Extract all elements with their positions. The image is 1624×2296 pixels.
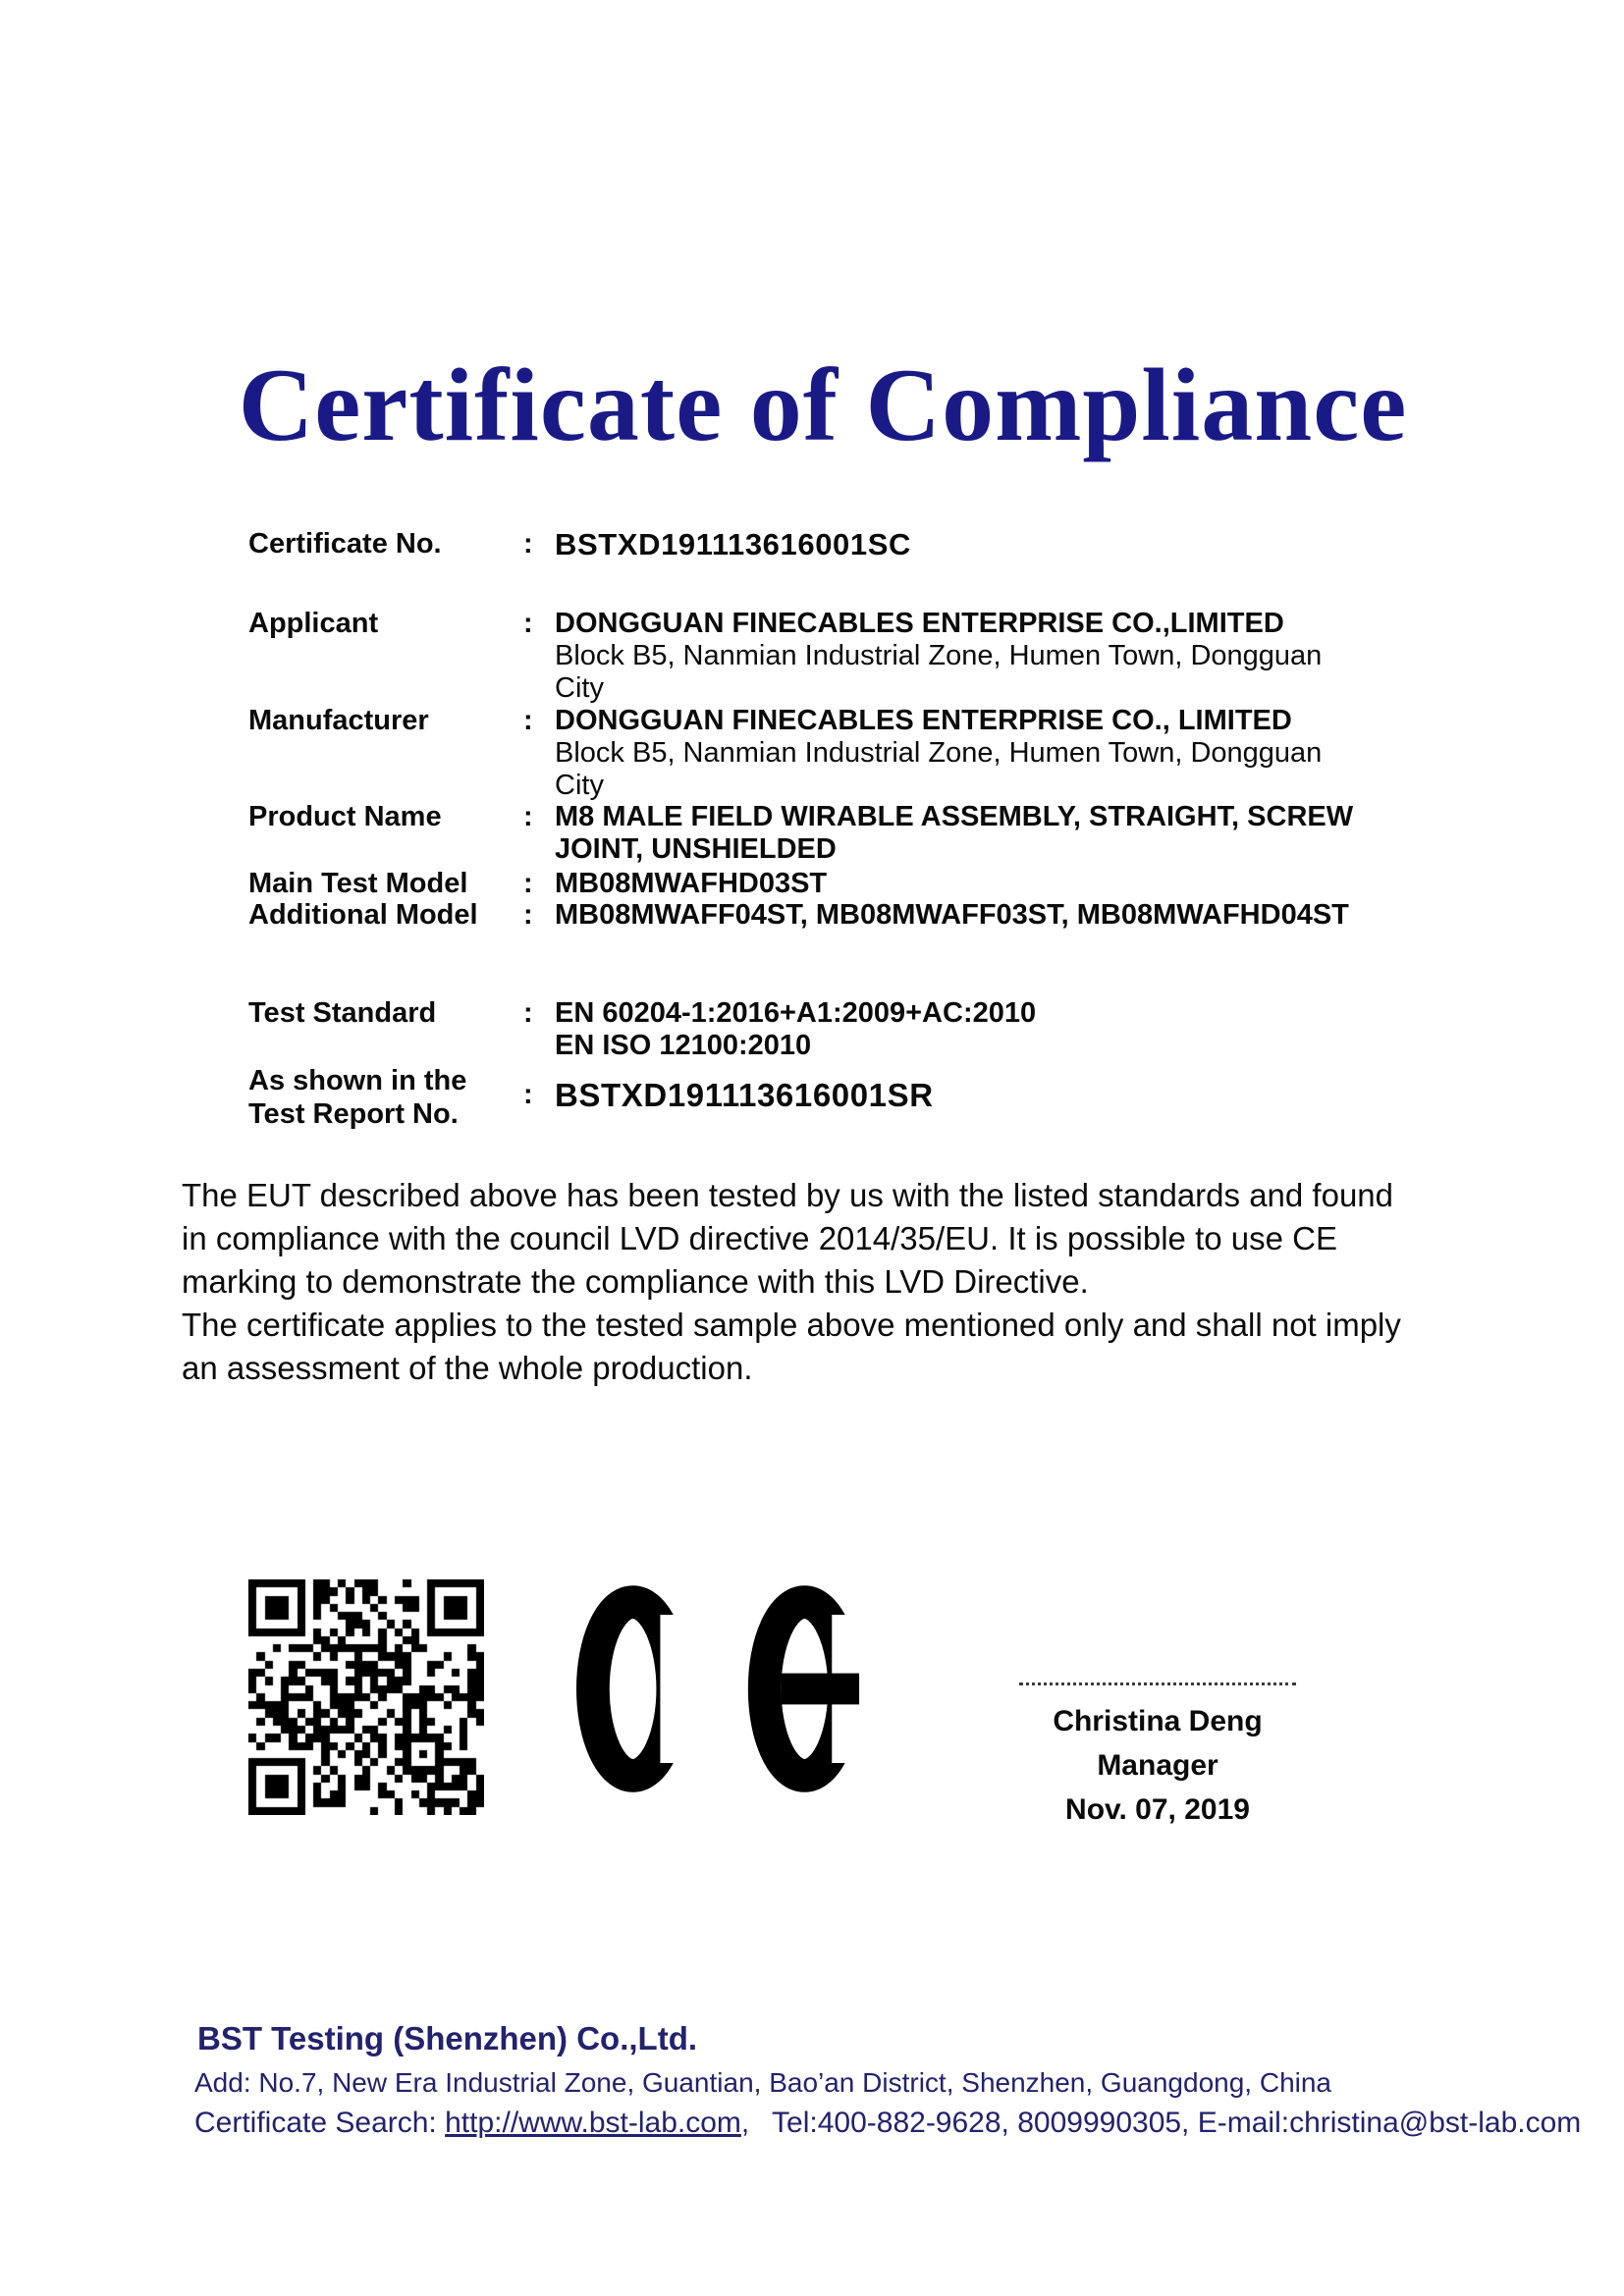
test-standard-line: EN 60204-1:2016+A1:2009+AC:2010 bbox=[555, 997, 1037, 1029]
field-value: MB08MWAFF04ST, MB08MWAFF03ST, MB08MWAFHD04ST bbox=[555, 899, 1349, 931]
body-paragraph bbox=[182, 1174, 1401, 1390]
field-value: BSTXD191113616001SR bbox=[555, 1077, 934, 1113]
body-text-line: The certificate applies to the tested sample above mentioned only and shall not imply bbox=[182, 1307, 1401, 1343]
signature-date: Nov. 07, 2019 bbox=[1065, 1793, 1250, 1826]
footer-address: Add: No.7, New Era Industrial Zone, Guantian, Bao’an District, Shenzhen, Guangdong, China bbox=[194, 2067, 1332, 2098]
field-label: Applicant bbox=[248, 608, 379, 639]
field-colon: : bbox=[523, 528, 533, 560]
body-text-line: an assessment of the whole production. bbox=[182, 1350, 753, 1386]
field-colon: : bbox=[523, 705, 533, 736]
field-label: Main Test Model bbox=[248, 868, 468, 899]
field-colon: : bbox=[523, 608, 533, 639]
ce-mark-icon bbox=[576, 1583, 869, 1794]
field-colon: : bbox=[523, 1079, 533, 1110]
field-row-certificate-no bbox=[248, 528, 911, 561]
field-row-test-report-no bbox=[248, 1064, 934, 1131]
manufacturer-name: DONGGUAN FINECABLES ENTERPRISE CO., LIMITED bbox=[555, 705, 1292, 736]
field-label: Test Standard bbox=[248, 997, 437, 1029]
field-value: MB08MWAFHD03ST bbox=[555, 868, 828, 899]
certificate-search-contact: , Tel:400-882-9628, 8009990305, E-mail:christina@bst-lab.com bbox=[740, 2107, 1582, 2139]
page-title: Certificate of Compliance bbox=[238, 347, 1408, 462]
body-text-line: in compliance with the council LVD directive 2014/35/EU. It is possible to use CE bbox=[182, 1220, 1337, 1256]
field-row-main-test-model bbox=[248, 868, 827, 900]
field-row-product-name bbox=[248, 801, 1353, 866]
field-row-manufacturer bbox=[248, 705, 1322, 802]
field-colon: : bbox=[523, 801, 533, 832]
field-row-additional-model bbox=[248, 899, 1349, 932]
field-label-line: As shown in the bbox=[248, 1065, 467, 1096]
body-text-line: marking to demonstrate the compliance with this LVD Directive. bbox=[182, 1263, 1089, 1300]
field-label-line: Test Report No. bbox=[248, 1098, 459, 1130]
field-colon: : bbox=[523, 899, 533, 931]
product-name-line: JOINT, UNSHIELDED bbox=[555, 833, 837, 865]
applicant-address: Block B5, Nanmian Industrial Zone, Humen Town, Dongguan bbox=[555, 640, 1323, 671]
body-text-line: The EUT described above has been tested by us with the listed standards and found bbox=[182, 1177, 1394, 1213]
field-row-test-standard bbox=[248, 997, 1036, 1062]
test-standard-line: EN ISO 12100:2010 bbox=[555, 1030, 812, 1061]
field-row-applicant bbox=[248, 608, 1322, 705]
footer-company-name: BST Testing (Shenzhen) Co.,Ltd. bbox=[197, 2020, 698, 2056]
field-colon: : bbox=[523, 868, 533, 899]
certificate-search-label: Certificate Search: bbox=[194, 2107, 437, 2139]
field-label: Additional Model bbox=[248, 899, 478, 931]
signature-dotted-line bbox=[1019, 1682, 1296, 1685]
certificate-search-link[interactable]: http://www.bst-lab.com bbox=[445, 2107, 741, 2139]
field-label: Certificate No. bbox=[248, 528, 442, 560]
signatory-role: Manager bbox=[1097, 1749, 1218, 1782]
field-colon: : bbox=[523, 997, 533, 1029]
applicant-name: DONGGUAN FINECABLES ENTERPRISE CO.,LIMITED bbox=[555, 608, 1284, 639]
signature-block bbox=[1019, 1682, 1296, 1832]
manufacturer-address: Block B5, Nanmian Industrial Zone, Humen Town, Dongguan bbox=[555, 737, 1323, 769]
applicant-address-city: City bbox=[555, 672, 604, 704]
footer-certificate-search bbox=[194, 2107, 1581, 2140]
field-label: Manufacturer bbox=[248, 705, 429, 736]
field-value: BSTXD191113616001SC bbox=[555, 527, 911, 561]
field-label: Product Name bbox=[248, 801, 442, 832]
qr-code bbox=[248, 1579, 484, 1815]
manufacturer-address-city: City bbox=[555, 770, 604, 801]
product-name-line: M8 MALE FIELD WIRABLE ASSEMBLY, STRAIGHT, SCREW bbox=[555, 801, 1354, 832]
signatory-name: Christina Deng bbox=[1053, 1705, 1263, 1737]
